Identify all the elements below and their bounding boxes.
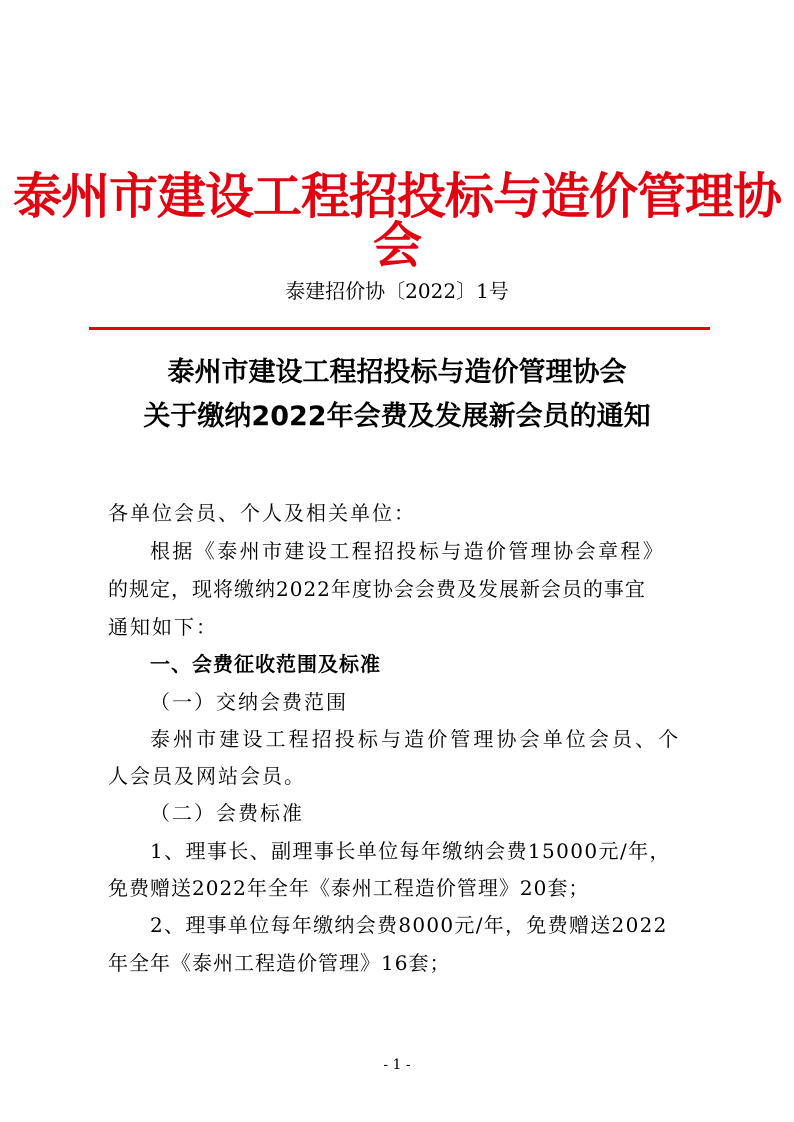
- notice-title-line-2: 关于缴纳2022年会费及发展新会员的通知: [143, 401, 651, 432]
- fee-item-1-line-1: 1、理事长、副理事长单位每年缴纳会费15000元/年，: [150, 839, 671, 863]
- fee-item-1-line-2: 免费赠送2022年全年《泰州工程造价管理》20套；: [108, 876, 590, 900]
- subsection-2-heading: （二）会费标准: [150, 801, 304, 825]
- intro-paragraph-line-2: 的规定，现将缴纳2022年度协会会费及发展新会员的事宜: [108, 577, 646, 601]
- section-1-heading: 一、会费征收范围及标准: [150, 652, 381, 676]
- org-letterhead-title: 泰州市建设工程招投标与造价管理协会: [12, 167, 781, 274]
- intro-paragraph-line-3: 通知如下：: [108, 615, 218, 639]
- fee-item-2-line-2: 年全年《泰州工程造价管理》16套；: [108, 951, 451, 975]
- fee-item-2-line-1: 2、理事单位每年缴纳会费8000元/年，免费赠送2022: [150, 913, 668, 937]
- subsection-1-text-line-1: 泰州市建设工程招投标与造价管理协会单位会员、个: [150, 727, 682, 751]
- letterhead-divider: [89, 327, 710, 330]
- notice-title-line-1: 泰州市建设工程招投标与造价管理协会: [167, 357, 627, 388]
- subsection-1-heading: （一）交纳会费范围: [150, 690, 348, 714]
- intro-paragraph-line-1: 根据《泰州市建设工程招投标与造价管理协会章程》: [150, 539, 666, 563]
- page-number: - 1 -: [383, 1057, 411, 1073]
- salutation: 各单位会员、个人及相关单位：: [108, 501, 416, 525]
- subsection-1-text-line-2: 人会员及网站会员。: [108, 764, 306, 788]
- document-number: 泰建招价协〔2022〕1号: [285, 279, 509, 303]
